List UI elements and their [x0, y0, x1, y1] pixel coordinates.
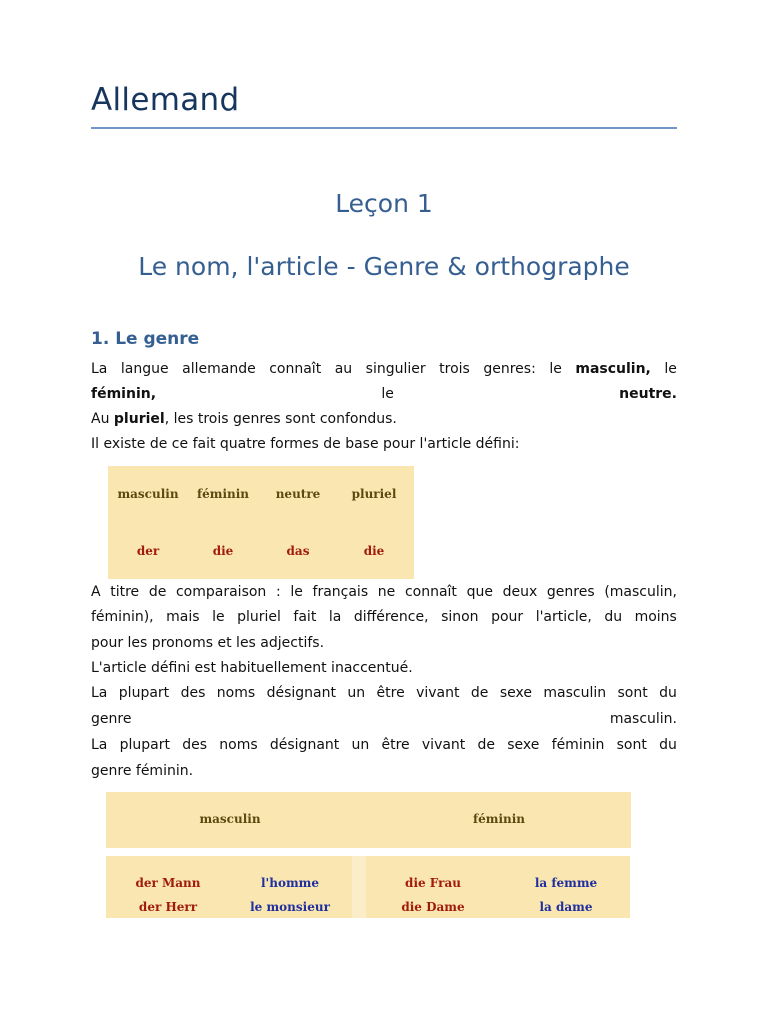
word: trois — [439, 361, 470, 377]
paragraph-line — [91, 360, 677, 378]
word: La — [91, 685, 108, 701]
table-header-cell: masculin — [117, 487, 179, 501]
word: un — [351, 737, 370, 753]
table-header-cell: féminin — [196, 487, 250, 501]
word: singulier — [365, 361, 426, 377]
word: La — [91, 361, 108, 377]
word: : — [275, 584, 281, 600]
word: pluriel — [237, 609, 281, 625]
table-cell: die — [363, 544, 385, 558]
word: connaît — [404, 584, 457, 600]
word: français — [312, 584, 369, 600]
title-underline — [91, 127, 677, 129]
word: titre — [110, 584, 140, 600]
paragraph-line — [91, 710, 677, 728]
table-header-cell: masculin — [199, 812, 261, 826]
word: (masculin, — [604, 584, 677, 600]
word: être — [381, 737, 410, 753]
table-cell: das — [286, 544, 310, 558]
paragraph-line: L'article défini est habituellement inaccentué. — [91, 660, 413, 676]
word: plupart — [118, 685, 170, 701]
word: noms — [216, 685, 256, 701]
section-heading: 1. Le genre — [91, 329, 200, 349]
paragraph-line — [91, 608, 677, 626]
word: mais — [166, 609, 200, 625]
word: A — [91, 584, 101, 600]
word: féminin — [551, 737, 605, 753]
table-cell: der Mann — [135, 876, 201, 890]
word: féminin), — [91, 609, 154, 625]
word: du — [659, 685, 677, 701]
word: du — [604, 609, 623, 625]
table-cell: die Frau — [405, 876, 461, 890]
word: au — [334, 361, 353, 377]
table-header-cell: neutre — [275, 487, 321, 501]
paragraph-line — [91, 410, 677, 428]
word: l'article, — [535, 609, 592, 625]
word: pour — [491, 609, 524, 625]
word: des — [182, 737, 208, 753]
table-header-cell: féminin — [472, 812, 526, 826]
word: le — [212, 609, 225, 625]
text: , les trois genres sont confondus. — [164, 411, 397, 427]
word: genres — [546, 584, 595, 600]
word: noms — [219, 737, 258, 753]
lesson-number: Leçon 1 — [335, 189, 433, 218]
word: moins — [634, 609, 677, 625]
table-cell: l'homme — [261, 876, 319, 890]
column-separator — [352, 856, 366, 918]
word: genre — [91, 711, 132, 727]
word: fait — [293, 609, 317, 625]
word: masculin. — [609, 711, 677, 727]
word: sont — [616, 737, 647, 753]
word: de — [148, 584, 167, 600]
word: plupart — [119, 737, 170, 753]
word: de — [477, 737, 496, 753]
word: un — [347, 685, 366, 701]
word: sexe — [507, 737, 540, 753]
word: désignant — [266, 685, 336, 701]
word: genres: — [483, 361, 536, 377]
word: la — [328, 609, 342, 625]
word: vivant — [421, 737, 466, 753]
paragraph-line — [91, 684, 677, 702]
word: sexe — [499, 685, 532, 701]
word: allemande — [182, 361, 256, 377]
table-cell: la femme — [534, 876, 598, 890]
word: ne — [377, 584, 396, 600]
word: désignant — [269, 737, 340, 753]
paragraph-line — [91, 736, 677, 754]
gender-table-header — [106, 792, 631, 848]
word: deux — [502, 584, 538, 600]
paragraph-line: pour les pronoms et les adjectifs. — [91, 635, 325, 651]
word: vivant — [416, 685, 460, 701]
table-cell: la dame — [539, 900, 593, 914]
table-cell: der — [136, 544, 160, 558]
word: le — [549, 361, 562, 377]
bold-term: neutre. — [619, 386, 677, 402]
article-table — [108, 466, 414, 579]
word: le — [664, 361, 677, 377]
word: différence, — [353, 609, 429, 625]
table-cell: die — [212, 544, 234, 558]
paragraph-line: genre féminin. — [91, 763, 194, 779]
word: des — [180, 685, 206, 701]
word: sinon — [441, 609, 479, 625]
word: du — [659, 737, 677, 753]
word: connaît — [269, 361, 322, 377]
bold-term: pluriel — [113, 411, 165, 427]
word: être — [376, 685, 405, 701]
word: le — [290, 584, 303, 600]
word: de — [470, 685, 489, 701]
word: comparaison — [175, 584, 267, 600]
document-title: Allemand — [91, 82, 240, 118]
paragraph-line — [91, 385, 677, 403]
word: La — [91, 737, 108, 753]
table-header-cell: pluriel — [351, 487, 397, 501]
table-cell: die Dame — [401, 900, 465, 914]
word: que — [466, 584, 493, 600]
word: sont — [617, 685, 648, 701]
lesson-subtitle: Le nom, l'article - Genre & orthographe — [138, 252, 630, 281]
word: langue — [120, 361, 169, 377]
gender-table-body — [106, 856, 630, 918]
bold-term: féminin, — [91, 386, 157, 402]
paragraph-line: Il existe de ce fait quatre formes de base pour l'article défini: — [91, 436, 520, 452]
table-cell: der Herr — [138, 900, 198, 914]
word: masculin — [543, 685, 607, 701]
bold-term: masculin, — [575, 361, 651, 377]
table-cell: le monsieur — [250, 900, 330, 914]
paragraph-line — [91, 583, 677, 601]
text: Au — [91, 411, 114, 427]
word: le — [381, 386, 394, 402]
